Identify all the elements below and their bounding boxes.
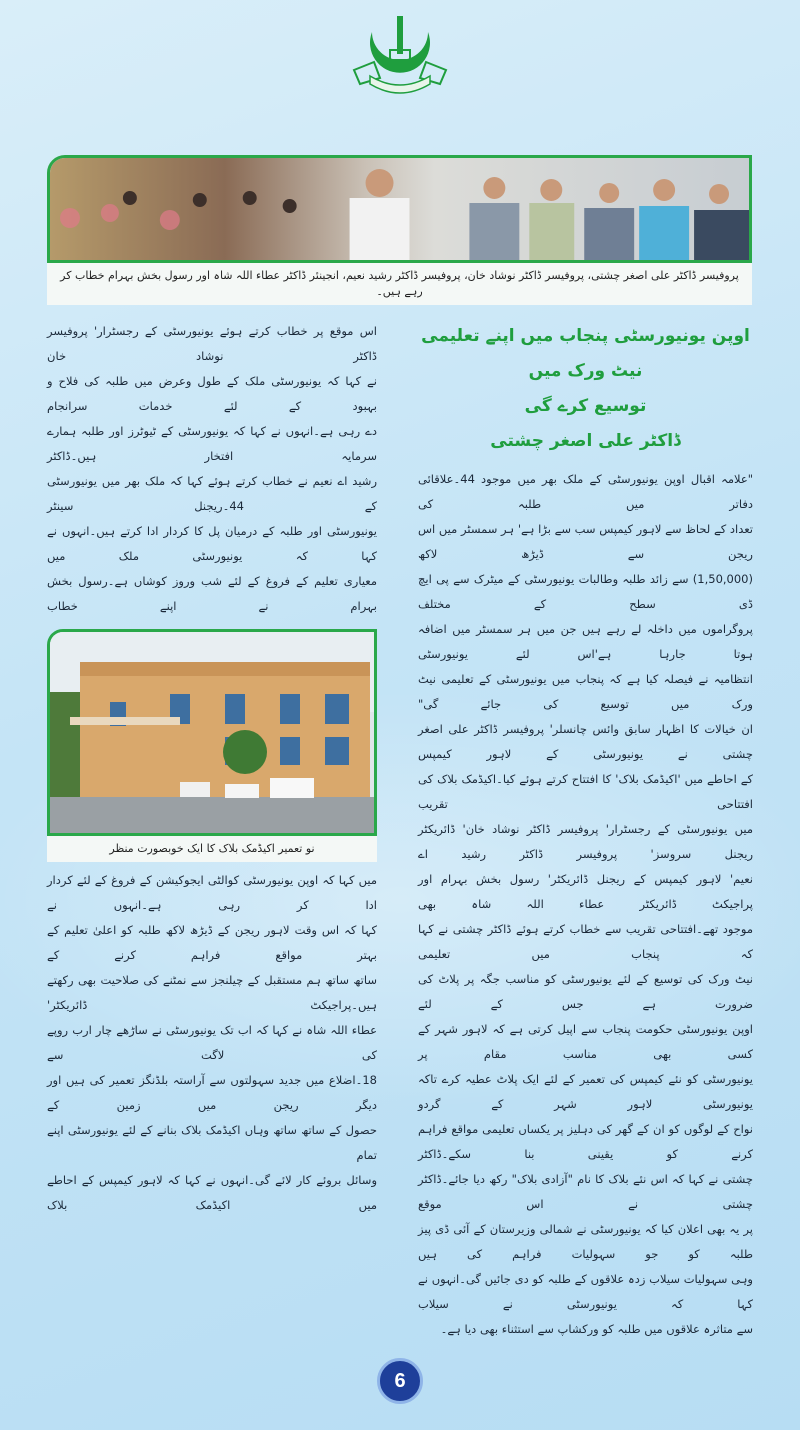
right-column xyxy=(418,319,753,1342)
speakers-photo xyxy=(47,155,752,263)
text-line: انتظامیہ نے فیصلہ کیا ہے کہ پنجاب میں یونیورسٹی کے تعلیمی نیٹ ورک میں توسیع کی جائے گی" xyxy=(418,672,753,711)
article-columns xyxy=(47,319,753,1342)
text-line: نعیم' لاہور کیمپس کے ریجنل ڈائریکٹر' رسول بخش بہرام اور پراجیکٹ ڈائریکٹر عطاء اللہ شاہ بھی xyxy=(418,872,753,911)
page-number-area xyxy=(47,1358,753,1404)
text-line: اس موقع پر خطاب کرتے ہوئے یونیورسٹی کے رجسٹرار' پروفیسر ڈاکٹر نوشاد خان xyxy=(47,324,377,363)
text-line: نیٹ ورک کی توسیع کے لئے یونیورسٹی کو مناسب جگہ پر پلاٹ کی ضرورت ہے جس کے لئے xyxy=(418,972,753,1011)
text-line: تعداد کے لحاظ سے لاہور کیمپس سب سے بڑا ہے' ہر سمسٹر میں اس ریجن سے ڈیڑھ لاکھ xyxy=(418,522,753,561)
text-line: دے رہی ہے۔انہوں نے کہا کہ یونیورسٹی کے ٹیوٹرز اور طلبہ ہمارے سرمایہ افتخار ہیں۔ڈاکٹر xyxy=(47,424,377,463)
text-line: نے کہا کہ یونیورسٹی ملک کے طول وعرض میں طلبہ کی فلاح و بہبود کے لئے خدمات سرانجام xyxy=(47,374,377,413)
headline-line: توسیع کرے گی xyxy=(524,396,647,416)
text-line: رشید اے نعیم نے خطاب کرتے ہوئے کہا کہ ملک بھر میں یونیورسٹی کے 44۔ریجنل سینٹر xyxy=(47,474,377,513)
text-line: میں کہا کہ اوپن یونیورسٹی کوالٹی ایجوکیشن کے فروغ کے لئے کردار ادا کر رہی ہے۔انہوں نے xyxy=(47,873,377,912)
article-headline xyxy=(418,319,753,459)
text-line: کہا کہ اس وقت لاہور ریجن کے ڈیڑھ لاکھ طلبہ کو اعلیٰ تعلیم کے بہتر مواقع فراہم کرنے کے xyxy=(47,923,377,962)
logo-area xyxy=(47,12,753,98)
text-line: موجود تھے۔افتتاحی تقریب سے خطاب کرتے ہوئے ڈاکٹر چشتی نے کہا کہ پنجاب میں تعلیمی xyxy=(418,922,753,961)
text-line: حصول کے ساتھ ساتھ وہاں اکیڈمک بلاک بنانے کے لئے یونیورسٹی اپنے تمام xyxy=(47,1123,377,1162)
text-line: وسائل بروئے کار لائے گی۔انہوں نے کہا کہ لاہور کیمپس کے احاطے میں اکیڈمک بلاک xyxy=(47,1173,377,1212)
left-column-text-top xyxy=(47,319,377,619)
text-line: چشتی نے کہا کہ اس نئے بلاک کا نام "آزادی بلاک" رکھ دیا جائے۔ڈاکٹر چشتی نے اس موقع xyxy=(418,1172,753,1211)
text-line: کے احاطے میں 'اکیڈمک بلاک' کا افتتاح کرتے ہوئے کیا۔اکیڈمک بلاک کی افتتاحی تقریب xyxy=(418,772,753,811)
text-line: اوپن یونیورسٹی حکومت پنجاب سے اپیل کرتی ہے کہ لاہور شہر کے کسی بھی مناسب مقام پر xyxy=(418,1022,753,1061)
text-line: یونیورسٹی اور طلبہ کے درمیان پل کا کردار ادا کرتے ہیں۔انہوں نے کہا کہ یونیورسٹی ملک میں xyxy=(47,524,377,563)
text-line: عطاء اللہ شاہ نے کہا کہ اب تک یونیورسٹی نے ساڑھے چار ارب روپے کی لاگت سے xyxy=(47,1023,377,1062)
headline-line: ڈاکٹر علی اصغر چشتی xyxy=(490,431,681,451)
academic-block-photo xyxy=(47,629,377,836)
text-line: نواح کے لوگوں کو ان کے گھر کی دہلیز پر یکساں تعلیمی مواقع فراہم کرنے کو یقینی بنا سکے۔ڈاکٹر xyxy=(418,1122,753,1161)
headline-line: اوپن یونیورسٹی پنجاب میں اپنے تعلیمی نیٹ ورک میں xyxy=(421,326,750,381)
left-column xyxy=(47,319,377,1218)
text-line: پروگراموں میں داخلہ لے رہے ہیں جن میں ہر سمسٹر میں اضافہ ہوتا جارہا ہے'اس لئے یونیورسٹی xyxy=(418,622,753,661)
text-line: (1,50,000) سے زائد طلبہ وطالبات یونیورسٹی کے میٹرک سے پی ایچ ڈی سطح کے مختلف xyxy=(418,572,753,611)
text-line: سے متاثرہ علاقوں میں طلبہ کو ورکشاپ سے استثناء بھی دیا ہے۔ xyxy=(440,1322,753,1336)
right-column-text xyxy=(418,467,753,1342)
page-number: 6 xyxy=(377,1358,423,1404)
text-line: 18۔اضلاع میں جدید سہولتوں سے آراستہ بلڈنگز تعمیر کی ہیں اور دیگر ریجن میں زمین کے xyxy=(47,1073,377,1112)
building-caption: نو تعمیر اکیڈمک بلاک کا ایک خوبصورت منظر xyxy=(47,836,377,862)
text-line: پر یہ بھی اعلان کیا کہ یونیورسٹی نے شمالی وزیرستان کے آئی ڈی پیز طلبہ کو جو سہولیات فراہم کی ہیں xyxy=(418,1222,753,1261)
left-column-text-bottom xyxy=(47,868,377,1218)
text-line: یونیورسٹی کو نئے کیمپس کی تعمیر کے لئے ایک پلاٹ عطیہ کرے تاکہ یونیورسٹی لاہور شہر کے گردو xyxy=(418,1072,753,1111)
text-line: میں یونیورسٹی کے رجسٹرار' پروفیسر ڈاکٹر نوشاد خان' ڈائریکٹر ریجنل سروسز' پروفیسر ڈاکٹر رشید اے xyxy=(418,822,753,861)
text-line: "علامہ اقبال اوپن یونیورسٹی کے ملک بھر میں موجود 44۔علاقائی دفاتر میں طلبہ کی xyxy=(418,472,753,511)
text-line: ان خیالات کا اظہار سابق وائس چانسلر' پروفیسر ڈاکٹر علی اصغر چشتی نے یونیورسٹی کے لاہور کیمپس xyxy=(418,722,753,761)
text-line: وہی سہولیات سیلاب زدہ علاقوں کے طلبہ کو دی جائیں گی۔انہوں نے کہا کہ یونیورسٹی نے سیلاب xyxy=(418,1272,753,1311)
banner-caption: پروفیسر ڈاکٹر علی اصغر چشتی، پروفیسر ڈاکٹر نوشاد خان، پروفیسر ڈاکٹر رشید نعیم، انجینئر ڈاکٹر عطاء اللہ شاہ اور رسول بخش بہرام خطاب کر رہے ہیں۔ xyxy=(47,263,752,305)
text-line: ساتھ ساتھ ہم مستقبل کے چیلنجز سے نمٹنے کی صلاحیت بھی رکھتے ہیں۔پراجیکٹ ڈائریکٹر' xyxy=(47,973,377,1012)
text-line: معیاری تعلیم کے فروغ کے لئے شب وروز کوشاں ہے۔رسول بخش بہرام نے اپنے خطاب xyxy=(47,574,377,613)
university-logo xyxy=(352,12,448,98)
